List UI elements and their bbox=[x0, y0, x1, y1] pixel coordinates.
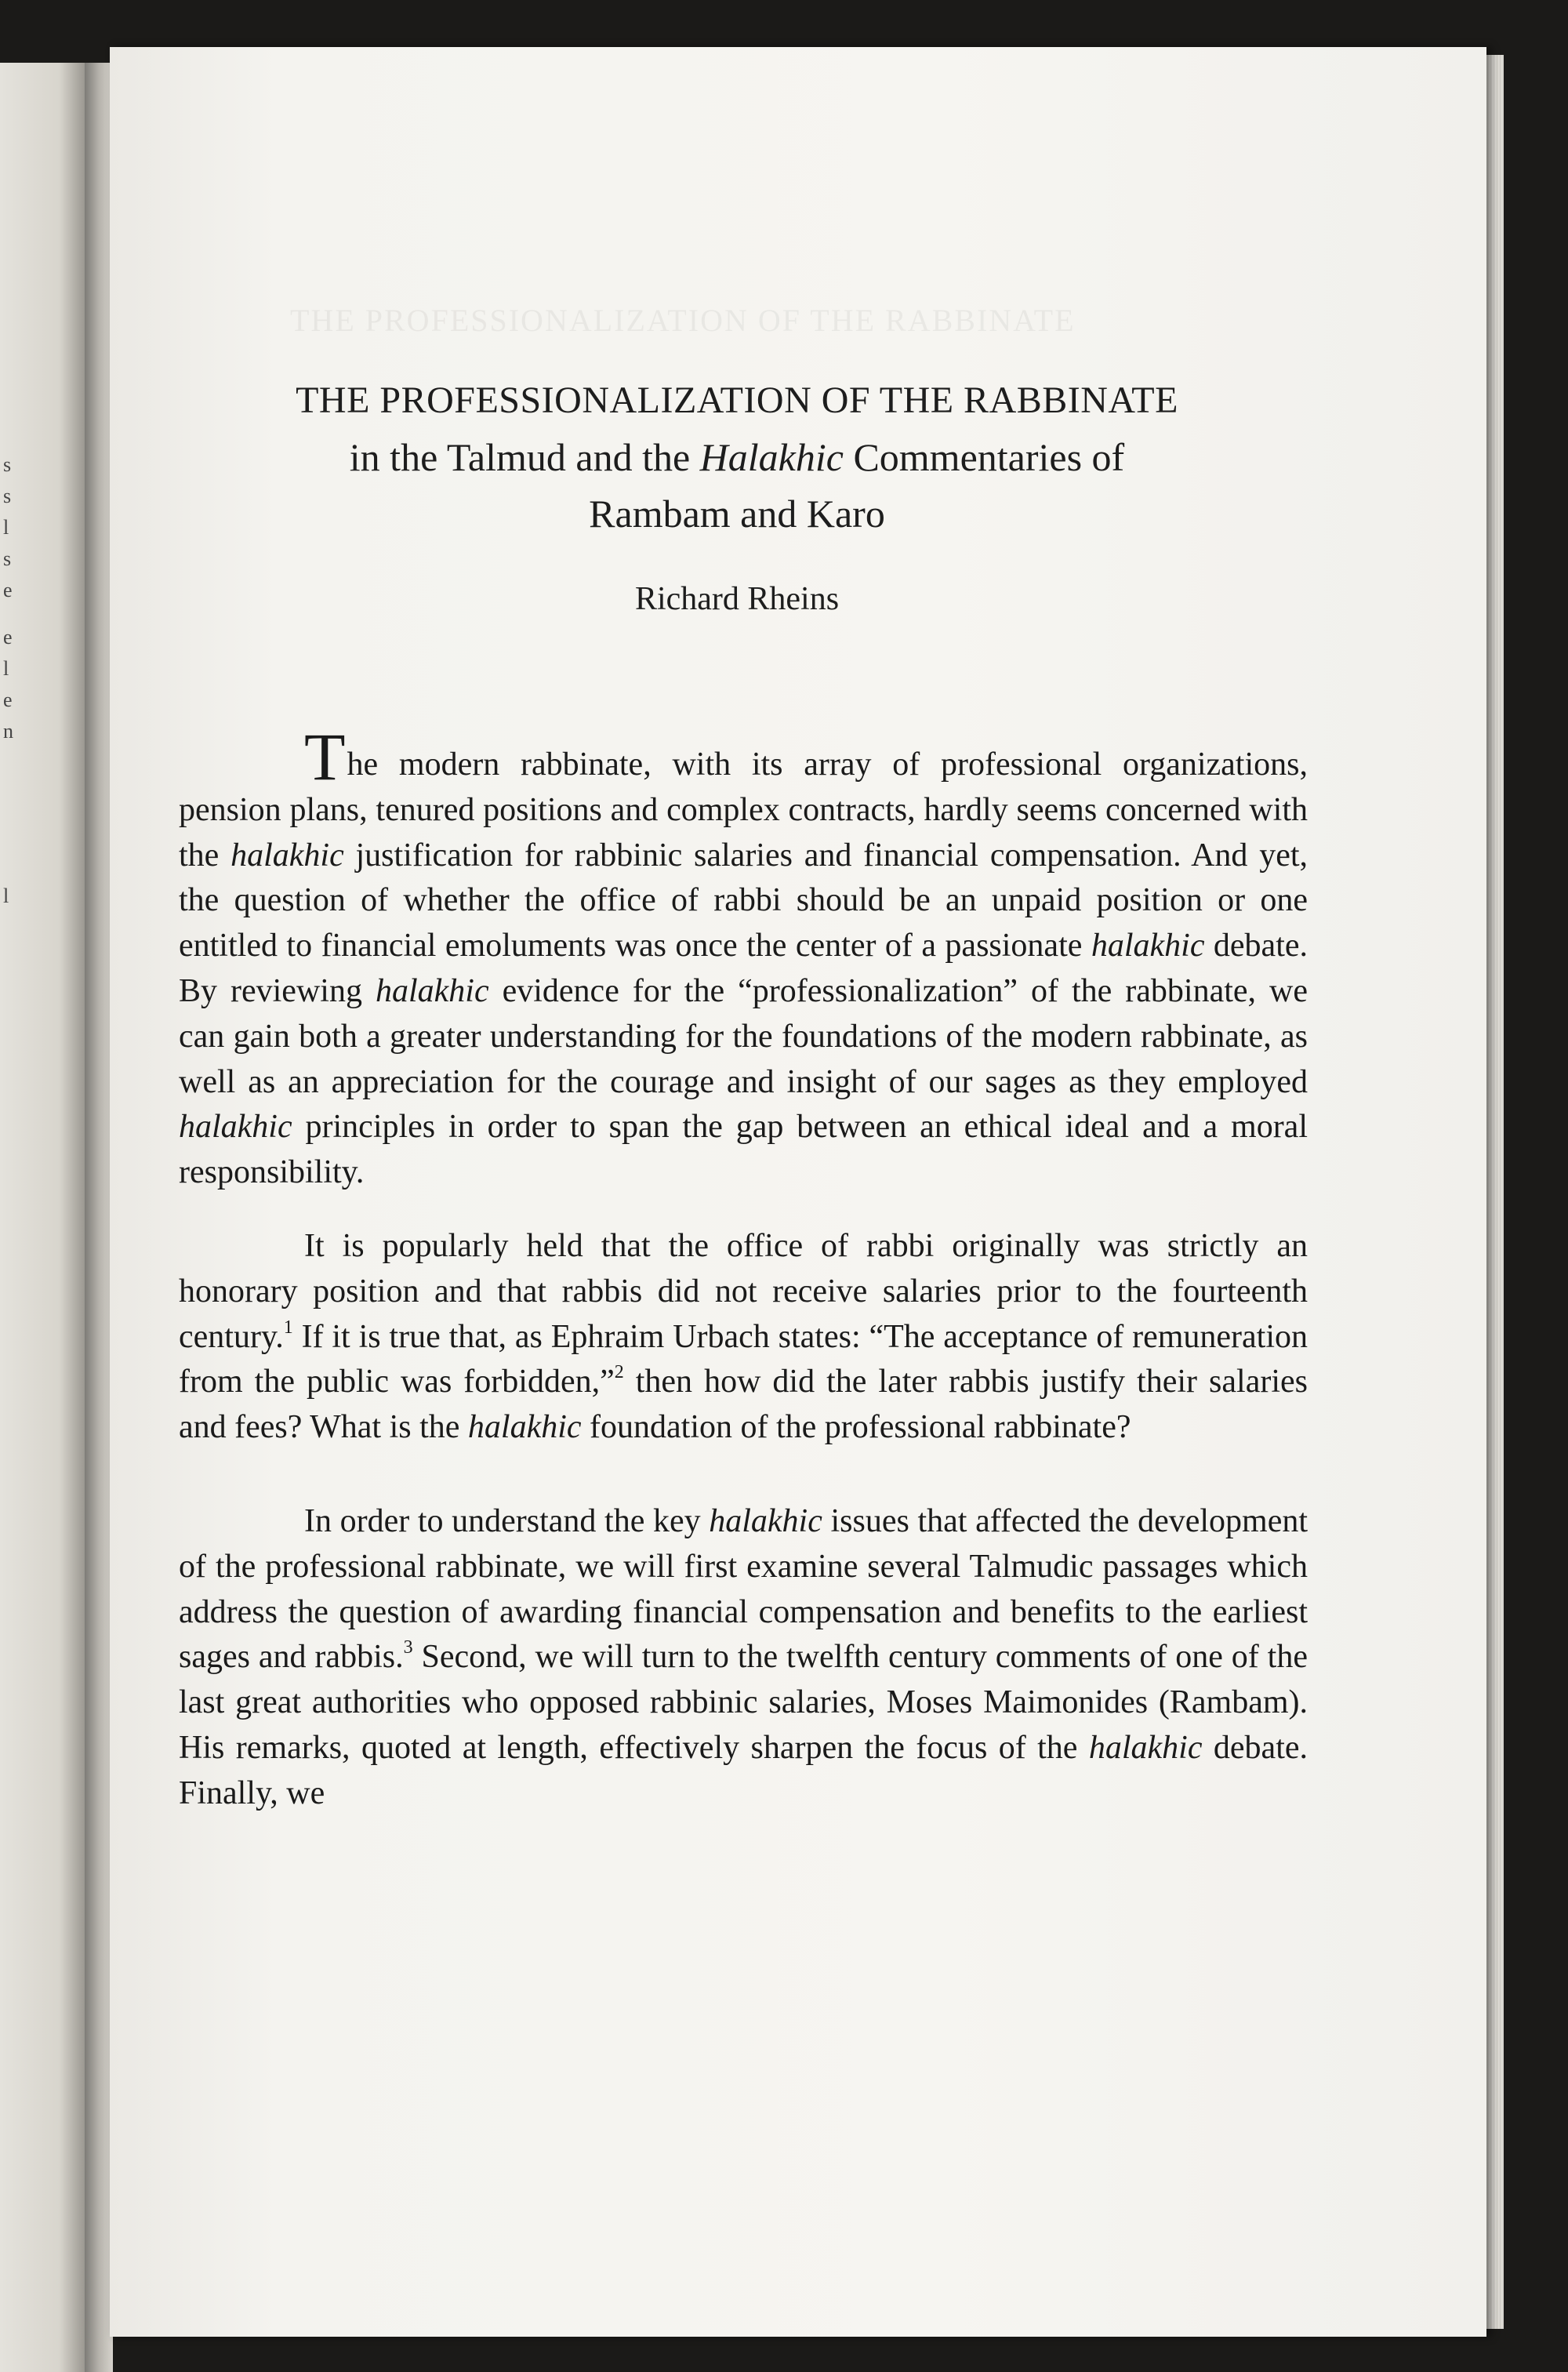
title-line-1: THE PROFESSIONALIZATION OF THE RABBINATE bbox=[296, 380, 1178, 421]
margin-letter: l bbox=[3, 885, 9, 907]
margin-letter: s bbox=[3, 453, 12, 476]
margin-letter: e bbox=[3, 626, 13, 648]
margin-letter: s bbox=[3, 547, 12, 570]
footnote-ref: 2 bbox=[614, 1362, 624, 1383]
margin-letter: l bbox=[3, 657, 9, 680]
article-body bbox=[179, 719, 1308, 1817]
margin-letter: n bbox=[3, 720, 13, 743]
margin-letter: l bbox=[3, 516, 9, 539]
margin-letter: e bbox=[3, 688, 13, 711]
title-line-3: Rambam and Karo bbox=[589, 492, 885, 536]
margin-letter: s bbox=[3, 485, 12, 507]
bleed-through-text: THE PROFESSIONALIZATION OF THE RABBINATE bbox=[290, 303, 1076, 338]
facing-page-edge bbox=[0, 63, 85, 2372]
paragraph: The modern rabbinate, with its array of professional organizations, pension plans, tenured positions and complex contracts, hardly seems concerned with the halakhic justification for rabbinic salaries and financial compensation. And yet, the question of whether the office of rabbi should be an unpaid position or one entitled to financial emoluments was once the center of a passionate halakhic debate. By reviewing halakhic evidence for the “professionalization” of the rabbinate, we can gain both a greater understanding for the foundations of the modern rabbinate, as well as an appreciation for the courage and insight of our sages as they employed halakhic principles in order to span the gap between an ethical ideal and a moral responsibility. bbox=[179, 719, 1308, 1191]
margin-letter: e bbox=[3, 579, 13, 601]
footnote-ref: 1 bbox=[283, 1317, 293, 1338]
paragraph: In order to understand the key halakhic issues that affected the development of the professional rabbinate, we will first examine several Talmudic passages which address the question of awarding financial compensation and benefits to the earliest sages and rabbis.$^3$ Second, we will turn to the twelfth century comments of one of the last great authorities who opposed rabbinic salaries, Moses Maimonides (Rambam). His remarks, quoted at length, effectively sharpen the focus of the halakhic debate. Finally, we bbox=[179, 1502, 1308, 1811]
drop-cap: T bbox=[304, 719, 346, 794]
author-name: Richard Rheins bbox=[634, 581, 840, 617]
paragraph: It is popularly held that the office of rabbi originally was strictly an honorary position and that rabbis did not receive salaries prior to the fourteenth century.$^1$ If it is true that, as Ephraim Urbach states: “The acceptance of remuneration from the public was forbidden,”$^2$ then how did the later rabbis justify their salaries and fees? What is the halakhic foundation of the professional rabbinate? bbox=[179, 1227, 1308, 1446]
article-title bbox=[188, 372, 1286, 542]
footnote-ref: 3 bbox=[403, 1637, 413, 1658]
book-gutter bbox=[85, 63, 113, 2372]
title-line-2: in the Talmud and the Halakhic Commentaries of bbox=[349, 435, 1125, 479]
